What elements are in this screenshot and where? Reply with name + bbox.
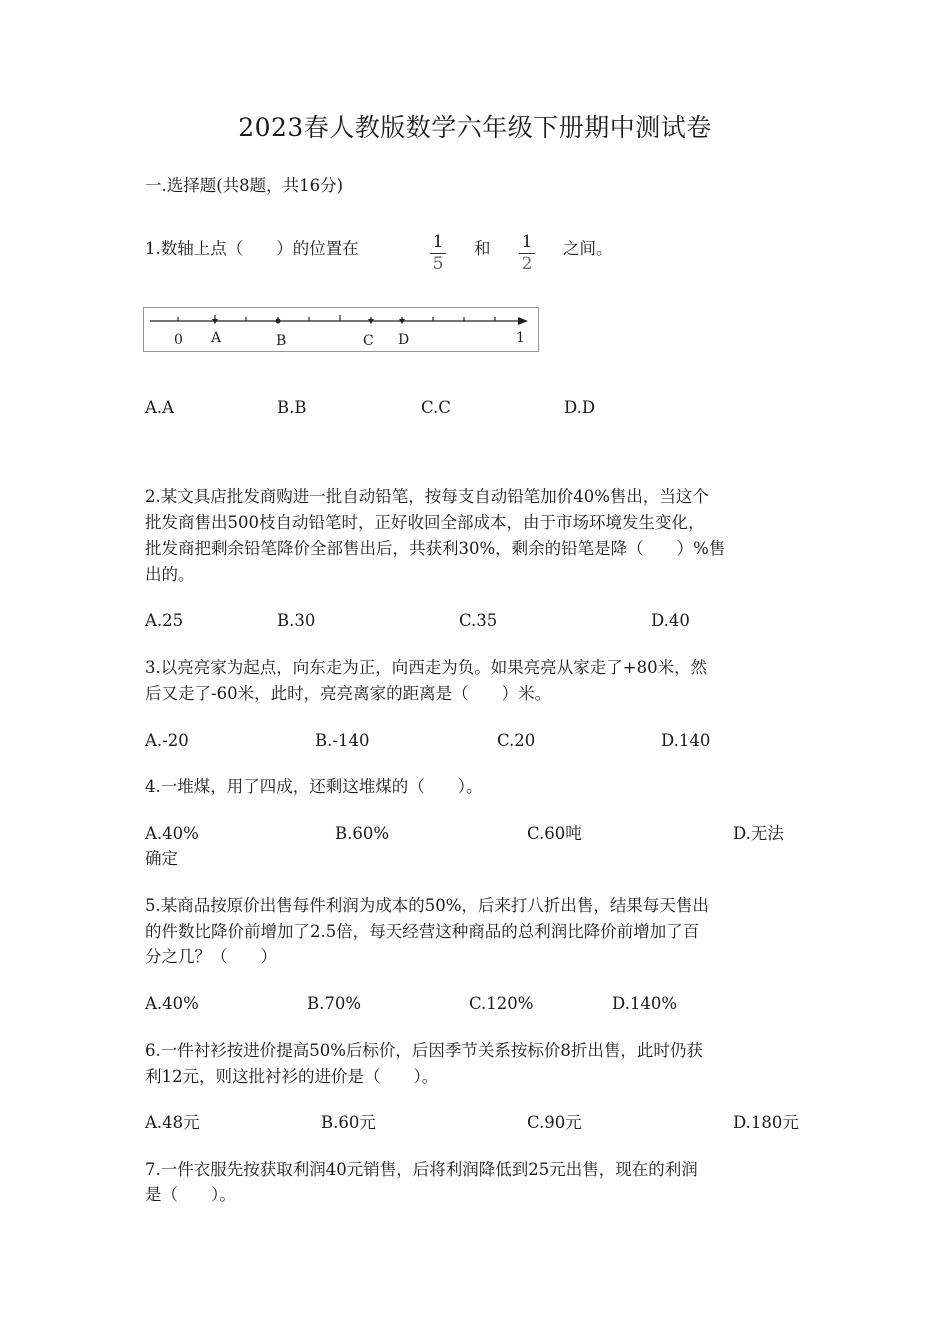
q2-option-d: D.40: [651, 611, 690, 630]
q4-option-a: A.40%: [145, 824, 199, 843]
q6-option-b: B.60元: [321, 1113, 376, 1132]
q1-option-c: C.C: [421, 398, 451, 417]
q6-option-c: C.90元: [527, 1113, 582, 1132]
q1-option-b: B.B: [277, 398, 307, 417]
fraction-one-fifth: [430, 232, 446, 274]
q2-line-2: 批发商售出500枝自动铅笔时，正好收回全部成本，由于市场环境发生变化，: [145, 513, 705, 532]
q5-line-1: 5.某商品按原价出售每件利润为成本的50%，后来打八折出售，结果每天售出: [145, 896, 709, 915]
q2-line-1: 2.某文具店批发商购进一批自动铅笔，按每支自动铅笔加价40%售出，当这个: [145, 487, 709, 506]
tick-marks: [178, 315, 495, 321]
q5-option-b: B.70%: [307, 994, 362, 1013]
number-line-figure: [143, 307, 539, 352]
q6-option-a: A.48元: [145, 1113, 200, 1132]
q2-line-3: 批发商把剩余铅笔降价全部售出后，共获利30%，剩余的铅笔是降（ ）%售: [145, 539, 726, 558]
q2-option-b: B.30: [277, 611, 316, 630]
fraction-one-half: [519, 232, 535, 274]
q3-option-b: B.-140: [315, 731, 370, 750]
q4-option-d-wrap: 确定: [145, 849, 178, 868]
q2-option-a: A.25: [145, 611, 184, 630]
point-B-dot: [276, 319, 281, 324]
q7-line-1: 7.一件衣服先按获取利润40元销售，后将利润降低到25元出售，现在的利润: [145, 1160, 698, 1179]
q1-option-a: A.A: [145, 398, 175, 417]
q3-line-1: 3.以亮亮家为起点，向东走为正，向西走为负。如果亮亮从家走了+80米，然: [145, 658, 708, 677]
page-title: 2023春人教版数学六年级下册期中测试卷: [238, 113, 712, 142]
q6-line-1: 6.一件衬衫按进价提高50%后标价，后因季节关系按标价8折出售，此时仍获: [145, 1041, 703, 1060]
number-line-svg: [144, 308, 538, 351]
fraction-denominator: 2: [521, 254, 533, 274]
label-A: A: [211, 330, 222, 346]
q5-option-d: D.140%: [612, 994, 678, 1013]
label-1: 1: [516, 330, 525, 346]
q6-option-d: D.180元: [733, 1113, 799, 1132]
section-heading: 一.选择题(共8题，共16分): [145, 176, 344, 195]
label-D: D: [398, 332, 410, 348]
q3-option-c: C.20: [497, 731, 536, 750]
q1-mid: 和: [474, 239, 491, 258]
q4-option-b: B.60%: [335, 824, 390, 843]
q5-option-a: A.40%: [145, 994, 199, 1013]
q3-option-d: D.140: [661, 731, 711, 750]
q5-option-c: C.120%: [469, 994, 534, 1013]
label-C: C: [363, 333, 374, 349]
q4-option-d: D.无法: [733, 824, 784, 843]
fraction-denominator: 5: [432, 254, 444, 274]
fraction-numerator: 1: [430, 232, 446, 254]
q1-prefix: 1.数轴上点（ ）的位置在: [145, 239, 359, 258]
q4-option-c: C.60吨: [527, 824, 582, 843]
q5-line-3: 分之几？（ ）: [145, 947, 277, 966]
q5-line-2: 的件数比降价前增加了2.5倍，每天经营这种商品的总利润比降价前增加了百: [145, 922, 700, 941]
q1-suffix: 之间。: [563, 239, 613, 258]
arrow-icon: [518, 317, 528, 325]
q7-line-2: 是（ ）。: [145, 1185, 236, 1204]
fraction-numerator: 1: [519, 232, 535, 254]
q4-line-1: 4.一堆煤，用了四成，还剩这堆煤的（ ）。: [145, 777, 483, 796]
q3-option-a: A.-20: [145, 731, 189, 750]
q2-option-c: C.35: [459, 611, 498, 630]
q3-line-2: 后又走了-60米，此时，亮亮离家的距离是（ ）米。: [145, 684, 552, 703]
label-B: B: [276, 333, 287, 349]
q2-line-4: 出的。: [145, 565, 195, 584]
q6-line-2: 利12元，则这批衬衫的进价是（ ）。: [145, 1067, 439, 1086]
q1-option-d: D.D: [564, 398, 596, 417]
label-0: 0: [174, 332, 183, 348]
